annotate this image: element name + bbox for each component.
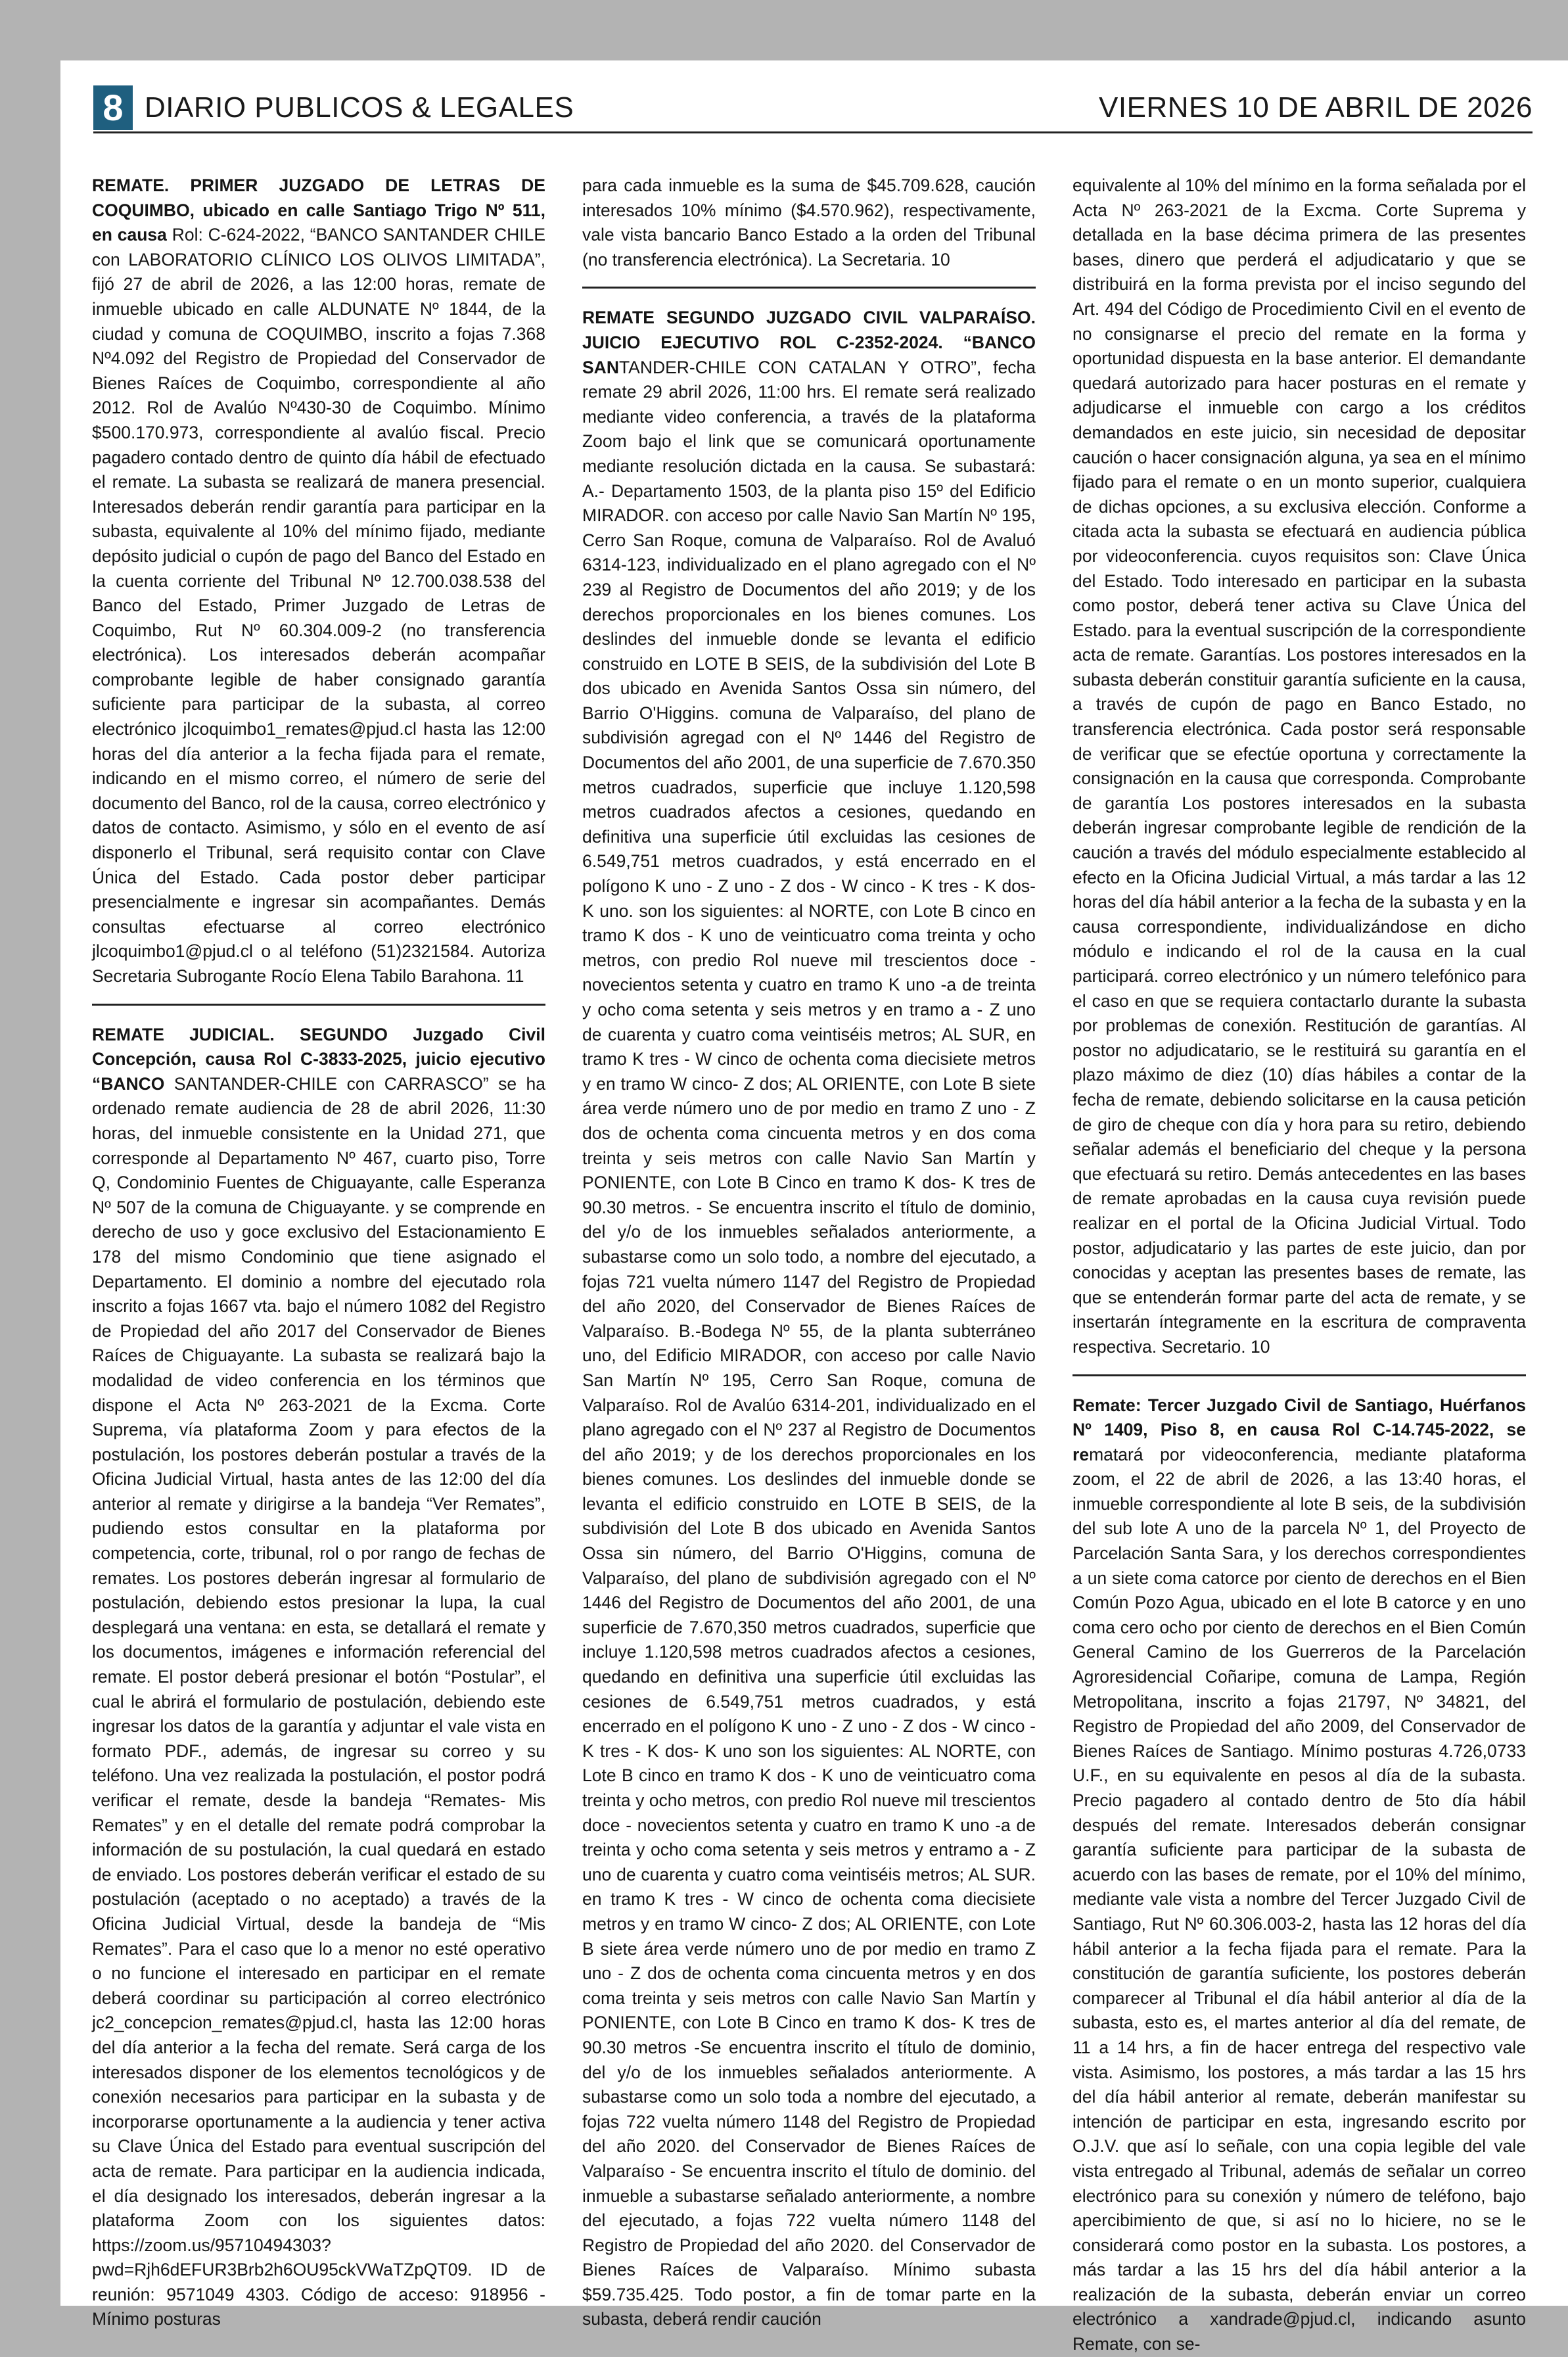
notice-divider [582,287,1036,289]
notice-divider [92,1004,545,1006]
page-header [93,85,1533,130]
header-divider [93,131,1533,133]
notice-body: TANDER-CHILE CON CATALAN Y OTRO”, fecha remate 29 abril 2026, 11:00 hrs. El remate será realizado mediante video conferencia, a través de la plataforma Zoom bajo el link que se comunicará oportunamente mediante resolución dictada en la causa. Se subastará: A.- Departamento 1503, de la planta piso 15º del Edificio MIRADOR. con acceso por calle Navio San Martín Nº 195, Cerro San Roque, comuna de Valparaíso. Rol de Avaluó 6314-123, individualizado en el plano agregado con el Nº 239 al Registro de Documentos del año 2019; y de los derechos proporcionales en los bienes comunes. Los deslindes del inmueble donde se levanta el edificio construido en LOTE B SEIS, de la subdivisión del Lote B dos ubicado en Avenida Santos Ossa sin número, del Barrio O'Higgins. comuna de Valparaíso, del plano de subdivisión agregad con el Nº 1446 del Registro de Documentos del año 2001, de una superficie de 7.670.350 metros cuadrados, superficie que incluye 1.120,598 metros cuadrados afectos a cesiones, quedando en definitiva una superficie útil excluidas las cesiones de 6.549,751 metros cuadrados, y está encerrado en el polígono K uno - Z uno - Z dos - W cinco - K tres - K dos- K uno. son los siguientes: al NORTE, con Lote B cinco en tramo K dos - K uno de veinticuatro coma treinta y ocho metros, con predio Rol nueve mil trescientos doce - novecientos setenta y cuatro en tramo K uno -a de treinta y ocho coma setenta y seis metros y en tramo a - Z uno de cuarenta y cuatro coma veintiséis metros; AL SUR, en tramo K tres - W cinco de ochenta coma diecisiete metros y en tramo W cinco- Z dos; AL ORIENTE, con Lote B siete área verde número uno de por medio en tramo Z uno - Z dos de ochenta coma cincuenta metros y en dos coma treinta y seis metros con calle Navio San Martín y PONIENTE, con Lote B Cinco en tramo K dos- K tres de 90.30 metros. - Se encuentra inscrito el título de dominio, del y/o de los inmuebles señalados anteriormente, a subastarse como un solo todo, a nombre del ejecutado, a fojas 721 vuelta número 1147 del Registro de Propiedad del año 2020, del Conservador de Bienes Raíces de Valparaíso. B.-Bodega Nº 55, de la planta subterráneo uno, del Edificio MIRADOR, con acceso por calle Navio San Martín Nº 195, Cerro San Roque, comuna de Valparaíso. Rol de Avalúo 6314-201, individualizado en el plano agregado con el Nº 237 al Registro de Documentos del año 2019; y de los derechos proporcionales en los bienes comunes. Los deslindes del inmueble donde se levanta el edificio construido en LOTE B SEIS, de la subdivisión del Lote B dos ubicado en Avenida Santos Ossa sin número, del Barrio O'Higgins, comuna de Valparaíso, del plano de subdivisión agregado con el Nº 1446 del Registro de Documentos del año 2001, de una superficie de 7.670,350 metros cuadrados, superficie que incluye 1.120,598 metros cuadrados afectos a cesiones, quedando en definitiva una superficie útil excluidas las cesiones de 6.549,751 metros cuadrados, y está encerrado en el polígono K uno - Z uno - Z dos - W cinco - K tres - K dos- K uno son los siguientes: AL NORTE, con Lote B cinco en tramo K dos - K uno de veinticuatro coma treinta y ocho metros, con predio Rol nueve mil trescientos doce - novecientos setenta y cuatro en tramo K uno -a de treinta y ocho coma setenta y seis metros y entramo a - Z uno de cuarenta y cuatro coma veintiséis metros; AL SUR. en tramo K tres - W cinco de ochenta coma diecisiete metros y en tramo W cinco- Z dos; AL ORIENTE, con Lote B siete área verde número uno de por medio en tramo Z uno - Z dos de ochenta coma cincuenta metros y en dos coma treinta y seis metros con calle Navio San Martín y PONIENTE, con Lote B Cinco en tramo K dos- K tres de 90.30 metros -Se encuentra inscrito el título de dominio, del y/o de los inmuebles señalados anteriormente. A subastarse como un solo toda a nombre del ejecutado, a fojas 722 vuelta número 1148 del Registro de Propiedad del año 2020. del Conservador de Bienes Raíces de Valparaíso - Se encuentra inscrito el título de dominio. del inmueble a subastarse señalado anteriormente, a nombre del ejecutado, a fojas 722 vuelta número 1148 del Registro de Propiedad del año 2020. del Conservador de Bienes Raíces de Valparaíso. Mínimo subasta $59.735.425. Todo postor, a fin de tomar parte en la subasta, deberá rendir caución [582,357,1036,2329]
notice-body: matará por videoconferencia, mediante plataforma zoom, el 22 de abril de 2026, a las 13:40 horas, el inmueble correspondiente al lote B seis, de la subdivisión del sub lote A uno de la parcela Nº 1, del Proyecto de Parcelación Santa Sara, y los derechos correspondientes a un siete coma catorce por ciento de derechos en el Bien Común Pozo Agua, ubicado en el lote B catorce y en uno coma cero ocho por ciento de derechos en el Bien Común General Camino de los Guerreros de la Parcelación Agroresidencial Coñaripe, comuna de Lampa, Región Metropolitana, inscrito a fojas 21797, Nº 34821, del Registro de Propiedad del año 2009, del Conservador de Bienes Raíces de Santiago. Mínimo posturas 4.726,0733 U.F., en su equivalente en pesos al día de la subasta. Precio pagadero al contado dentro de 5to día hábil después del remate. Interesados deberán consignar garantía suficiente para participar de la subasta de acuerdo con las bases de remate, por el 10% del mínimo, mediante vale vista a nombre del Tercer Juzgado Civil de Santiago, Rut Nº 60.306.003-2, hasta las 12 horas del día hábil anterior a la fecha fijada para el remate. Para la constitución de garantía suficiente, los postores deberán comparecer al Tribunal el día hábil anterior al día de la subasta, esto es, el martes anterior al día del remate, de 11 a 14 hrs, a fin de hacer entrega del respectivo vale vista. Asimismo, los postores, a más tardar a las 15 hrs del día hábil anterior al remate, deberán manifestar su intención de participar en esta, ingresando escrito por O.J.V. que así lo señale, con una copia legible del vale vista entregado al Tribunal, además de señalar un correo electrónico para su conexión y número de teléfono, bajo apercibimiento de que, si así no lo hiciere, no se le considerará como postor en la subasta. Los postores, a más tardar a las 15 hrs del día hábil anterior a la realización de la subasta, deberán enviar un correo electrónico a xandrade@pjud.cl, indicando asunto Remate, con se- [1072,1444,1526,2354]
notice-continuation [582,174,1036,272]
notice-body: equivalente al 10% del mínimo en la forma señalada por el Acta Nº 263-2021 de la Excma. Corte Suprema y detallada en la base décima primera de las presentes bases, dinero que perderá el adjudicatario y que se distribuirá en la forma prevista por el inciso segundo del Art. 494 del Código de Procedimiento Civil en el evento de no consignarse el precio del remate en la forma y oportunidad dispuesta en la base anterior. El demandante quedará autorizado para hacer posturas en el remate y adjudicarse el inmueble con cargo a los créditos demandados en este juicio, sin necesidad de depositar caución o hacer consignación alguna, ya sea en el mínimo fijado para el remate o en un monto superior, cualquiera de dichas opciones, a su exclusiva elección. Conforme a citada acta la subasta se efectuará en audiencia pública por videoconferencia. cuyos requisitos son: Clave Única del Estado. Todo interesado en participar en la subasta como postor, deberá tener activa su Clave Única del Estado. para la eventual suscripción de la correspondiente acta de remate. Garantías. Los postores interesados en la subasta deberán constituir garantía suficiente en la causa, a través de cupón de pago en Banco Estado, no transferencia electrónica. Cada postor será responsable de verificar que se efectúe oportuna y correctamente la consignación en la causa que corresponda. Comprobante de garantía Los postores interesados en la subasta deberán ingresar comprobante legible de rendición de la caución a través del módulo especialmente establecido al efecto en la Oficina Judicial Virtual, a más tardar a las 12 horas del día hábil anterior a la fecha de la subasta y en la causa correspondiente, individualizándose en dicho módulo e indicando el rol de la causa en la cual participará. correo electrónico y un número telefónico para el caso en que se requiera contactarlo durante la subasta por problemas de conexión. Restitución de garantías. Al postor no adjudicatario, se le restituirá su garantía en el plazo máximo de diez (10) días hábiles a contar de la fecha de remate, debiendo solicitarse en la causa petición de giro de cheque con día y hora para su retiro, debiendo señalar además el beneficiario del cheque y la persona que efectuará su retiro. Demás antecedentes en las bases de remate aprobadas en la causa cuya revisión puede realizar en el portal de la Oficina Judicial Virtual. Todo postor, adjudicatario y las partes de este juicio, dan por conocidas y aceptan las presentes bases de remate, las que se entenderán formar parte del acta de remate, y se insertarán íntegramente en la escritura de compraventa respectiva. Secretario. 10 [1072,175,1526,1357]
column-2 [582,174,1036,2329]
notice-remate-valparaiso [582,306,1036,2332]
notice-heading: REMATE SEGUNDO JUZGADO CIVIL VALPARAÍSO. JUICIO EJECUTIVO ROL C-2352-2024. “BANCO SAN [582,308,1036,377]
notice-heading: REMATE. PRIMER JUZGADO DE LETRAS DE COQUIMBO, ubicado en calle Santiago Trigo Nº 511, en causa [92,175,545,245]
notice-body: SANTANDER-CHILE con CARRASCO” se ha ordenado remate audiencia de 28 de abril 2026, 11:30 horas, del inmueble consistente en la Unidad 271, que corresponde al Departamento Nº 467, cuarto piso, Torre Q, Condominio Fuentes de Chiguayante, calle Esperanza Nº 507 de la comuna de Chiguayante. y se comprende en derecho de uso y goce exclusivo del Estacionamiento E 178 del mismo Condominio que tiene asignado el Departamento. El dominio a nombre del ejecutado rola inscrito a fojas 1667 vta. bajo el número 1082 del Registro de Propiedad del año 2017 del Conservador de Bienes Raíces de Chiguayante. La subasta se realizará bajo la modalidad de video conferencia en los términos que dispone el Acta Nº 263-2021 de la Excma. Corte Suprema, vía plataforma Zoom y para efectos de la postulación, los postores deberán postular a través de la Oficina Judicial Virtual, hasta antes de las 12:00 del día anterior al remate y dirigirse a la bandeja “Ver Remates”, pudiendo estos consultar en la plataforma por competencia, corte, tribunal, rol o por rango de fechas de remates. Los postores deberán ingresar al formulario de postulación, debiendo estos presionar la lupa, la cual desplegará una ventana: en esta, se detallará el remate y los documentos, imágenes e información referencial del remate. El postor deberá presionar el botón “Postular”, el cual le abrirá el formulario de postulación, debiendo este ingresar los datos de la garantía y adjuntar el vale vista en formato PDF., además, de ingresar su correo y su teléfono. Una vez realizada la postulación, el postor podrá verificar el remate, desde la bandeja “Remates- Mis Remates” y en el detalle del remate podrá comprobar la información de su postulación, la cual quedará en estado de enviado. Los postores deberán verificar el estado de su postulación (aceptado o no aceptado) a través de la Oficina Judicial Virtual, desde la bandeja de “Mis Remates”. Para el caso que lo a menor no esté operativo o no funcione el interesado en participar en el remate deberá coordinar su participación al correo electrónico jc2_concepcion_remates@pjud.cl, hasta las 12:00 horas del día anterior a la fecha del remate. Será carga de los interesados disponer de los elementos tecnológicos y de conexión necesarios para participar en la subasta y de incorporarse oportunamente a la audiencia y tener activa su Clave Única del Estado para eventual suscripción del acta de remate. Para participar en la audiencia indicada, el día designado los interesados, deberán ingresar a la plataforma Zoom con los siguientes datos: https://zoom.us/95710494303?pwd=Rjh6dEFUR3Brb2h6OU95ckVWaTZpQT09. ID de reunión: 9571049 4303. Código de acceso: 918956 - Mínimo posturas [92,1073,545,2329]
notice-divider [1072,1374,1526,1376]
publication-name: DIARIO PUBLICOS & LEGALES [145,91,574,124]
notice-continuation [1072,174,1526,1360]
column-1 [92,174,545,2329]
notice-body: Rol: C-624-2022, “BANCO SANTANDER CHILE con LABORATORIO CLÍNICO LOS OLIVOS LIMITADA”, fijó 27 de abril de 2026, a las 12:00 horas, remate de inmueble ubicado en calle ALDUNATE Nº 1844, de la ciudad y comuna de COQUIMBO, inscrito a fojas 7.368 Nº4.092 del Registro de Propiedad del Conservador de Bienes Raíces de Coquimbo, correspondiente al año 2012. Rol de Avalúo Nº430-30 de Coquimbo. Mínimo $500.170.973, correspondiente al avalúo fiscal. Precio pagadero contado dentro de quinto día hábil de efectuado el remate. La subasta se realizará de manera presencial. Interesados deberán rendir garantía para participar en la subasta, equivalente al 10% del mínimo fijado, mediante depósito judicial o cupón de pago del Banco del Estado en la cuenta corriente del Tribunal Nº 12.700.038.538 del Banco del Estado, Primer Juzgado de Letras de Coquimbo, Rut Nº 60.304.009-2 (no transferencia electrónica). Los interesados deberán acompañar comprobante legible de haber consignado garantía suficiente para participar de la subasta, al correo electrónico jlcoquimbo1_remates@pjud.cl hasta las 12:00 horas del día anterior a la fecha fijada para el remate, indicando en el mismo correo, el número de serie del documento del Banco, rol de la causa, correo electrónico y datos de contacto. Asimismo, y sólo en el evento de así disponerlo el Tribunal, será requisito contar con Clave Única del Estado. Cada postor deber participar presencialmente e ingresar sin acompañantes. Demás consultas efectuarse al correo electrónico jlcoquimbo1@pjud.cl o al teléfono (51)2321584. Autoriza Secretaria Subrogante Rocío Elena Tabilo Barahona. 11 [92,225,545,986]
notice-heading: REMATE JUDICIAL. SEGUNDO Juzgado Civil Concepción, causa Rol C-3833-2025, juicio ejecutivo “BANCO [92,1024,545,1094]
notice-remate-santiago [1072,1393,1526,2357]
notice-body: para cada inmueble es la suma de $45.709.628, caución interesados 10% mínimo ($4.570.962), respectivamente, vale vista bancario Banco Estado a la orden del Tribunal (no transferencia electrónica). La Secretaria. 10 [582,175,1036,269]
page-number: 8 [93,85,133,130]
notice-remate-concepcion [92,1023,545,2332]
newspaper-page [60,60,1568,2354]
notice-remate-coquimbo [92,174,545,989]
notice-heading: Remate: Tercer Juzgado Civil de Santiago, Huérfanos Nº 1409, Piso 8, en causa Rol C-14.745-2022, se re [1072,1395,1526,1464]
publication-date: VIERNES 10 DE ABRIL DE 2026 [1099,91,1533,124]
column-3 [1072,174,1526,2354]
